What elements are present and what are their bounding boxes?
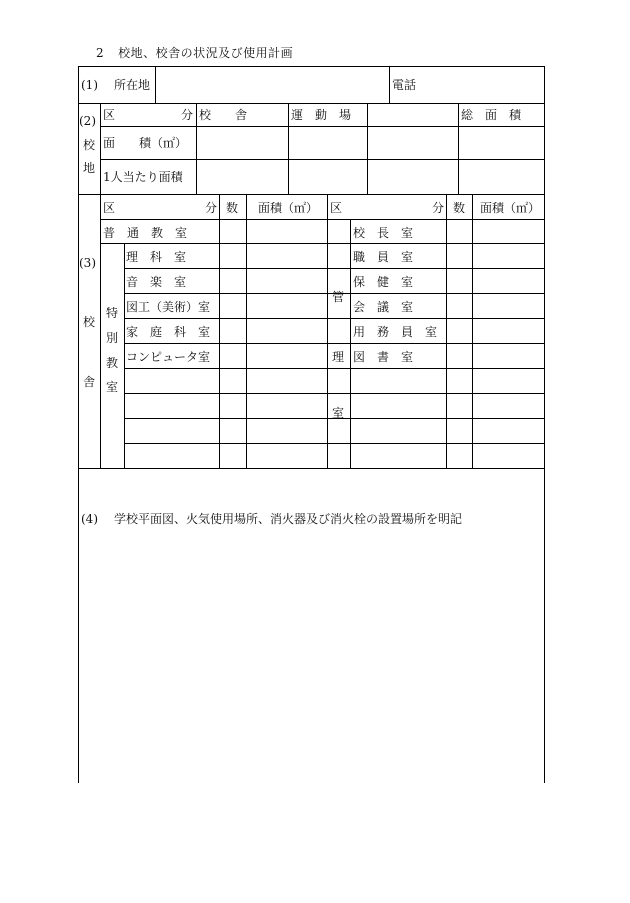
special-label-char: 別 (105, 331, 118, 345)
building-label-char: 舎 (82, 375, 95, 389)
admin-room-label: 会 議 室 (353, 300, 414, 314)
admin-room-label: 校 長 室 (353, 226, 414, 240)
line (446, 194, 447, 468)
line (472, 194, 473, 468)
special-label-char: 特 (105, 306, 118, 320)
admin-room-label: 図 書 室 (353, 350, 414, 364)
section3-bottom-line (78, 468, 545, 469)
admin-room-label: 保 健 室 (353, 275, 414, 289)
division-left: 区 (103, 108, 116, 122)
right-division-left: 区 (330, 201, 343, 215)
line (100, 243, 545, 244)
admin-room-label: 職 員 室 (353, 250, 414, 264)
row1-bottom-line (78, 103, 545, 104)
line (367, 103, 368, 195)
special-room-label: 家 庭 科 室 (126, 325, 211, 339)
building-section-number: (3) (79, 256, 96, 270)
special-label-char: 室 (105, 380, 118, 394)
site-label-char: 地 (82, 161, 95, 175)
section2-bottom-line (78, 194, 545, 195)
site-area-label: 面 積（㎡） (103, 136, 188, 150)
special-room-label: コンピュータ室 (126, 350, 211, 364)
line (124, 443, 545, 444)
line (124, 368, 545, 369)
facility-form (78, 66, 545, 783)
line (246, 194, 247, 468)
right-area-header: 面積（㎡） (480, 201, 541, 215)
line (100, 159, 545, 160)
line (100, 456, 101, 469)
line (100, 219, 545, 220)
right-division-right: 分 (432, 201, 445, 215)
line (288, 103, 289, 195)
line (196, 103, 197, 195)
special-room-label: 図工（美術）室 (126, 300, 211, 314)
left-division-right: 分 (205, 201, 218, 215)
admin-room-label: 用 務 員 室 (353, 325, 438, 339)
admin-label-char: 室 (331, 406, 344, 420)
line (458, 103, 459, 195)
line (124, 318, 545, 319)
special-room-label: 音 楽 室 (126, 275, 187, 289)
general-classroom-label: 普 通 教 室 (103, 226, 188, 240)
special-label-char: 教 (105, 356, 118, 370)
left-area-header: 面積（㎡） (258, 201, 319, 215)
line (124, 268, 545, 269)
note-text: 学校平面図、火気使用場所、消火器及び消火栓の設置場所を明記 (114, 512, 463, 526)
school-building-header: 校 舎 (199, 108, 248, 122)
section-number: 2 (96, 46, 105, 60)
admin-label-char: 管 (331, 290, 344, 304)
per-person-area-label: 1人当たり面積 (103, 170, 183, 184)
line (389, 66, 390, 104)
right-count-header: 数 (453, 201, 466, 215)
address-label: 所在地 (114, 78, 151, 92)
division-right: 分 (181, 108, 194, 122)
section-label-divider (100, 103, 101, 456)
left-division-left: 区 (103, 201, 116, 215)
admin-label-char: 理 (331, 350, 344, 364)
left-count-header: 数 (226, 201, 239, 215)
admin-group-divider (350, 219, 351, 468)
row1-number: (1) (81, 78, 98, 92)
site-label-char: 校 (82, 138, 95, 152)
phone-label: 電話 (392, 78, 417, 92)
line (100, 126, 545, 127)
total-area-header: 総 面 積 (461, 108, 522, 122)
section-heading (96, 44, 293, 61)
line (155, 66, 156, 104)
frame-top-line (78, 66, 545, 67)
line (124, 393, 545, 394)
building-label-char: 校 (82, 315, 95, 329)
line (327, 194, 328, 468)
site-section-number: (2) (79, 114, 96, 128)
frame-left-line (78, 66, 79, 783)
line (124, 343, 545, 344)
section-title: 校地、校舎の状況及び使用計画 (118, 46, 294, 60)
special-room-label: 理 科 室 (126, 250, 187, 264)
special-group-divider (124, 243, 125, 468)
note-number: (4) (81, 512, 98, 526)
playground-header: 運 動 場 (291, 108, 352, 122)
frame-right-line (544, 66, 545, 783)
line (219, 194, 220, 468)
